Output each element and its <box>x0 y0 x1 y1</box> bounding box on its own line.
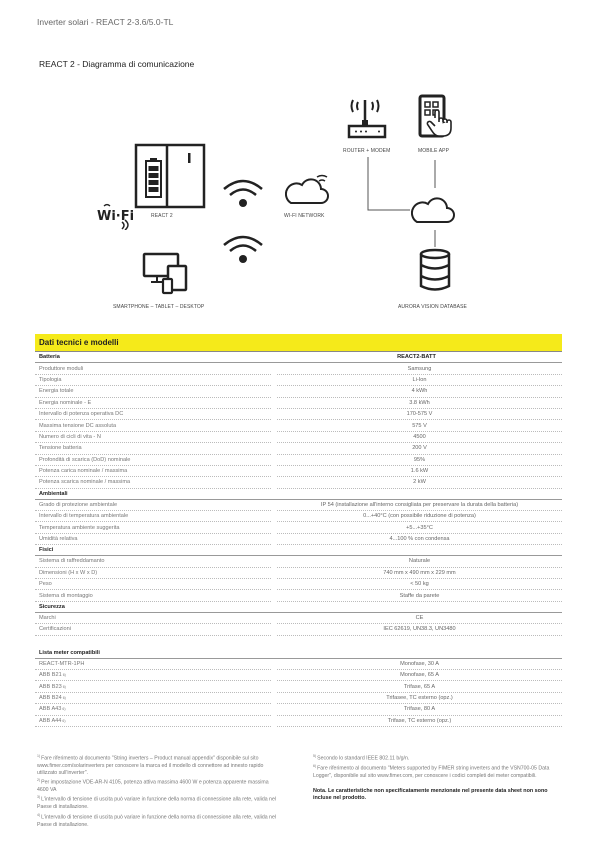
header-label: Batteria <box>35 352 271 363</box>
row-value: +5...+35°C <box>277 522 562 533</box>
row-label <box>35 477 271 488</box>
header-model: REACT2-BATT <box>271 352 562 363</box>
row-label-text: Profondità di scarica (DoD) nominale <box>39 456 131 463</box>
table-row <box>35 681 562 692</box>
row-value: 2 kW <box>277 477 562 488</box>
row-value: Staffe da parete <box>277 590 562 601</box>
row-value: Naturale <box>277 556 562 567</box>
row-label-text: Potenza scarica nominale / massima <box>39 479 131 486</box>
footnote-text: Fare riferimento al documento "Meters supported by FIMER string inverters and the VSN700-05 Data Logger", disponibile sul sito www.fimer.com, per conoscere i codici completi dei meter compatibili. <box>313 765 550 779</box>
table-row <box>35 511 562 522</box>
row-label <box>35 455 271 466</box>
row-value: 95% <box>277 455 562 466</box>
row-value: 3.8 kWh <box>277 398 562 409</box>
row-label-text: ABB A44 <box>39 717 62 724</box>
group-fisici: Fisici <box>35 545 562 556</box>
row-value: Monofase, 65 A <box>277 670 562 681</box>
row-value: Samsung <box>277 363 562 374</box>
footnotes-right-list <box>313 753 563 780</box>
battery-rows <box>35 363 562 488</box>
row-label-text: Intervallo di potenza operativa DC <box>39 411 124 418</box>
row-label <box>35 568 271 579</box>
row-label-text: Sistema di montaggio <box>39 592 93 599</box>
row-value: Li-Ion <box>277 375 562 386</box>
row-label-text: Potenza carica nominale / massima <box>39 468 128 475</box>
table-row <box>35 375 562 386</box>
row-value: 740 mm x 490 mm x 229 mm <box>277 568 562 579</box>
row-value: 575 V <box>277 420 562 431</box>
table-row <box>35 455 562 466</box>
row-value: Trifase, TC esterno (opz.) <box>277 716 562 727</box>
row-label <box>35 398 271 409</box>
footnote-text: Secondo lo standard IEEE 802.11 b/g/n. <box>317 755 410 762</box>
row-label-text: Dimensioni (H x W x D) <box>39 569 98 576</box>
row-label <box>35 420 271 431</box>
row-label <box>35 443 271 454</box>
table-row <box>35 477 562 488</box>
footnote-ref: 6) <box>62 673 66 678</box>
row-value: Trifase, 65 A <box>277 681 562 692</box>
communication-diagram <box>0 85 600 325</box>
row-value: 4...100 % con condensa <box>277 534 562 545</box>
table-row <box>35 568 562 579</box>
row-label-text: Tipologia <box>39 376 62 383</box>
footnote-mark: 3) <box>37 795 41 800</box>
footnote-ref: 6) <box>62 684 66 689</box>
table-row <box>35 693 562 704</box>
group-sicurezza: Sicurezza <box>35 602 562 613</box>
row-label <box>35 704 271 715</box>
table-banner: Dati tecnici e modelli <box>35 334 562 352</box>
table-row <box>35 556 562 567</box>
footnote-ref: 6) <box>62 695 66 700</box>
row-label-text: ABB B23 <box>39 683 62 690</box>
mobile-app-icon <box>417 94 461 140</box>
row-label <box>35 681 271 692</box>
row-label-text: ABB B24 <box>39 694 62 701</box>
row-label <box>35 409 271 420</box>
row-value: Monofase, 30 A <box>277 659 562 670</box>
table-row <box>35 386 562 397</box>
row-label <box>35 375 271 386</box>
row-label-text: Numero di cicli di vita - N <box>39 433 101 440</box>
row-label <box>35 624 271 635</box>
row-label <box>35 693 271 704</box>
row-value: 4 kWh <box>277 386 562 397</box>
table-row <box>35 420 562 431</box>
row-label-text: ABB B21 <box>39 672 62 679</box>
row-label-text: ABB A43 <box>39 706 62 713</box>
footnote <box>313 753 563 763</box>
row-label-text: Energia totale <box>39 388 74 395</box>
router-label: ROUTER + MODEM <box>343 148 391 154</box>
row-label-text: Energia nominale - E <box>39 399 92 406</box>
row-label-text: Massima tensione DC assoluta <box>39 422 117 429</box>
router-cloud-line <box>368 157 410 210</box>
table-row <box>35 522 562 533</box>
table-row <box>35 716 562 727</box>
row-label <box>35 590 271 601</box>
footnote <box>37 794 277 811</box>
row-label-text: Certificazioni <box>39 626 72 633</box>
section-title: REACT 2 - Diagramma di comunicazione <box>39 59 195 69</box>
database-icon <box>418 248 452 292</box>
row-value: Trifasee, TC esterno (opz.) <box>277 693 562 704</box>
row-label-text: Grado di protezione ambientale <box>39 501 118 508</box>
footnote-mark: 4) <box>37 812 41 817</box>
footnote <box>37 753 277 777</box>
footnote <box>313 763 563 780</box>
wifi-signal-icon <box>221 233 265 265</box>
footnote-text: Per impostazione VDE-AR-N 4105, potenza attiva massima 4600 W e potenza apparente massima 4600 VA <box>37 780 269 794</box>
table-row <box>35 534 562 545</box>
row-label-text: Temperatura ambiente suggerita <box>39 524 120 531</box>
row-value: 170-575 V <box>277 409 562 420</box>
battery-cabinet-icon <box>134 143 206 209</box>
row-value: IP 54 (installazione all'interno consigliata per preservare la durata della batteria) <box>277 500 562 511</box>
database-label: AURORA VISION DATABASE <box>398 304 467 310</box>
footnotes-left <box>37 753 277 829</box>
table-row <box>35 670 562 681</box>
wifi-logo-icon <box>96 200 136 230</box>
row-label <box>35 579 271 590</box>
footnote-ref: 6) <box>62 718 66 723</box>
meter-rows <box>35 659 562 727</box>
footnote-ref: 6) <box>62 707 66 712</box>
table-row <box>35 443 562 454</box>
row-label-text: Tensione batteria <box>39 445 82 452</box>
wifi-signal-icon <box>221 177 265 209</box>
router-icon <box>345 94 391 140</box>
row-label <box>35 534 271 545</box>
row-label-text: Marchi <box>39 615 56 621</box>
row-label <box>35 363 271 374</box>
row-label-text: Sistema di raffreddamanto <box>39 558 105 565</box>
row-label <box>35 466 271 477</box>
row-value: < 50 kg <box>277 579 562 590</box>
row-label-text: Peso <box>39 581 52 588</box>
tech-data-table <box>35 334 562 727</box>
row-label-text: Produttore moduli <box>39 365 84 372</box>
footnote <box>37 777 277 794</box>
table-row <box>35 409 562 420</box>
mobile-app-label: MOBILE APP <box>418 148 450 154</box>
row-label <box>35 716 271 727</box>
phys-rows <box>35 556 562 602</box>
table-row <box>35 659 562 670</box>
footnote-text: Fare riferimento al documento "String inverters – Product manual appendix" disponibile sul sito www.fimer.com/solarinverters per conoscere la marca ed il modello di connettore ad innesto rapido utilizzato sull'inverter". <box>37 755 264 777</box>
row-value: IEC 62619, UN38.3, UN3480 <box>277 624 562 635</box>
wifi-network-label: WI-FI NETWORK <box>284 213 325 219</box>
row-value: 200 V <box>277 443 562 454</box>
page-header: Inverter solari - REACT 2-3.6/5.0-TL <box>37 17 174 27</box>
row-label <box>35 500 271 511</box>
row-label-text: Intervallo di temperatura ambientale <box>39 513 129 520</box>
row-value: 4500 <box>277 432 562 443</box>
row-value: 0...+40°C (con possibile riduzione di potenza) <box>277 511 562 522</box>
row-value: CE <box>277 613 562 624</box>
footnote-mark: 2) <box>37 778 41 783</box>
table-row <box>35 590 562 601</box>
table-row <box>35 363 562 374</box>
devices-label: SMARTPHONE – TABLET – DESKTOP <box>113 304 205 310</box>
react2-label: REACT 2 <box>151 213 173 219</box>
table-header-row <box>35 352 562 363</box>
table-row <box>35 432 562 443</box>
table-row <box>35 704 562 715</box>
row-label <box>35 386 271 397</box>
footnote-mark: 5) <box>313 754 317 758</box>
group-ambientali: Ambientali <box>35 489 562 500</box>
table-row <box>35 613 562 624</box>
row-label-text: REACT-MTR-1PH <box>39 660 85 667</box>
footnote-mark: 6) <box>313 763 317 768</box>
env-rows <box>35 500 562 546</box>
row-label <box>35 613 271 624</box>
table-row <box>35 624 562 635</box>
cloud-icon <box>285 171 331 207</box>
footnote-mark: 1) <box>37 754 41 758</box>
table-row <box>35 579 562 590</box>
row-label <box>35 432 271 443</box>
row-label <box>35 511 271 522</box>
row-label <box>35 556 271 567</box>
row-value: 1.6 kW <box>277 466 562 477</box>
svg-text:Wi·Fi: Wi·Fi <box>97 209 135 224</box>
disclaimer-note: Nota. Le caratteristiche non specificatamente menzionate nel presente data sheet non sono incluse nel prodotto. <box>313 788 548 802</box>
row-label <box>35 659 271 670</box>
row-label <box>35 670 271 681</box>
devices-icon <box>141 251 191 295</box>
row-value: Trifase, 80 A <box>277 704 562 715</box>
row-label-text: Umidità relativa <box>39 536 78 543</box>
spacer <box>35 636 562 648</box>
table-row <box>35 466 562 477</box>
safety-rows <box>35 613 562 636</box>
row-label <box>35 522 271 533</box>
footnote <box>37 812 277 829</box>
footnote-text: L'intervallo di tensione di uscita può variare in funzione della norma di connessione alla rete, valida nel Paese di installazione. <box>37 797 276 811</box>
footnotes-right <box>313 753 563 803</box>
group-meter: Lista meter compatibili <box>35 648 562 659</box>
footnote-text: L'intervallo di tensione di uscita può variare in funzione della norma di connessione alla rete, valida nel Paese di installazione. <box>37 814 276 828</box>
table-row <box>35 500 562 511</box>
table-row <box>35 398 562 409</box>
cloud-icon <box>411 190 457 226</box>
